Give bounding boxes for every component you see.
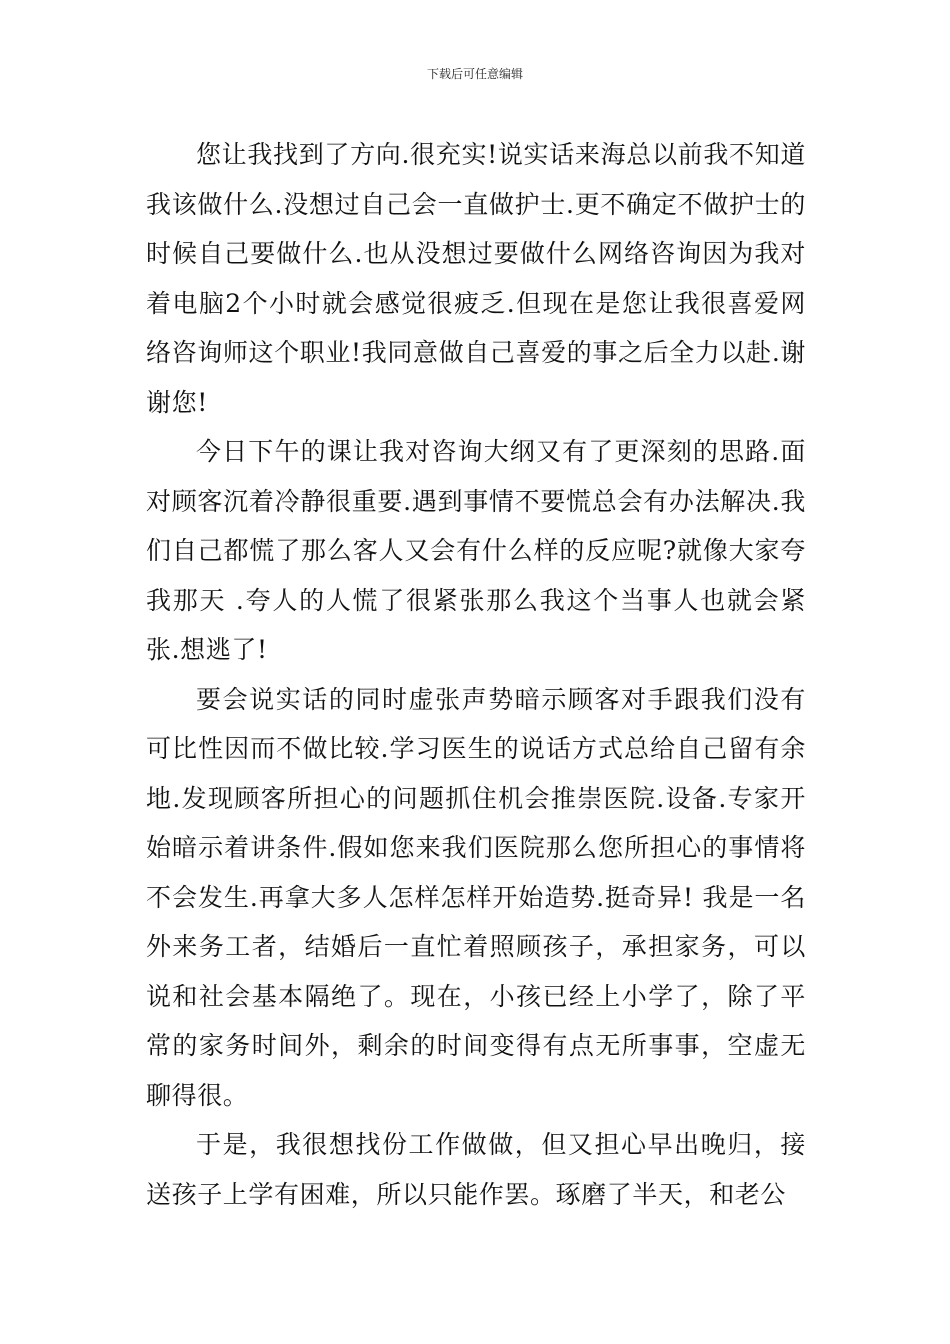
paragraph-2: 今日下午的课让我对咨询大纲又有了更深刻的思路.面对顾客沉着冷静很重要.遇到事情不要慌总会有办法解决.我们自己都慌了那么客人又会有什么样的反应呢?就像大家夸我那天 .夸人的人慌了很紧张那么我这个当事人也就会紧张.想逃了! — [146, 437, 806, 664]
paragraph-1: 您让我找到了方向.很充实!说实话来海总以前我不知道我该做什么.没想过自己会一直做护士.更不确定不做护士的时候自己要做什么.也从没想过要做什么网络咨询因为我对着电脑2个小时就会感觉很疲乏.但现在是您让我很喜爱网络咨询师这个职业!我同意做自己喜爱的事之后全力以赴.谢谢您! — [146, 140, 806, 417]
document-body — [146, 130, 806, 1219]
paragraph-4: 于是，我很想找份工作做做，但又担心早出晚归，接送孩子上学有困难，所以只能作罢。琢磨了半天，和老公 — [146, 1130, 806, 1209]
paragraph-3: 要会说实话的同时虚张声势暗示顾客对手跟我们没有可比性因而不做比较.学习医生的说话方式总给自己留有余地.发现顾客所担心的问题抓住机会推崇医院.设备.专家开始暗示着讲条件.假如您来我们医院那么您所担心的事情将不会发生.再拿大多人怎样怎样开始造势.挺奇异! 我是一名外来务工者，结婚后一直忙着照顾孩子，承担家务，可以说和社会基本隔绝了。现在，小孩已经上小学了，除了平常的家务时间外，剩余的时间变得有点无所事事，空虚无聊得很。 — [146, 684, 806, 1110]
page-header: 下载后可任意编辑 — [426, 67, 523, 81]
